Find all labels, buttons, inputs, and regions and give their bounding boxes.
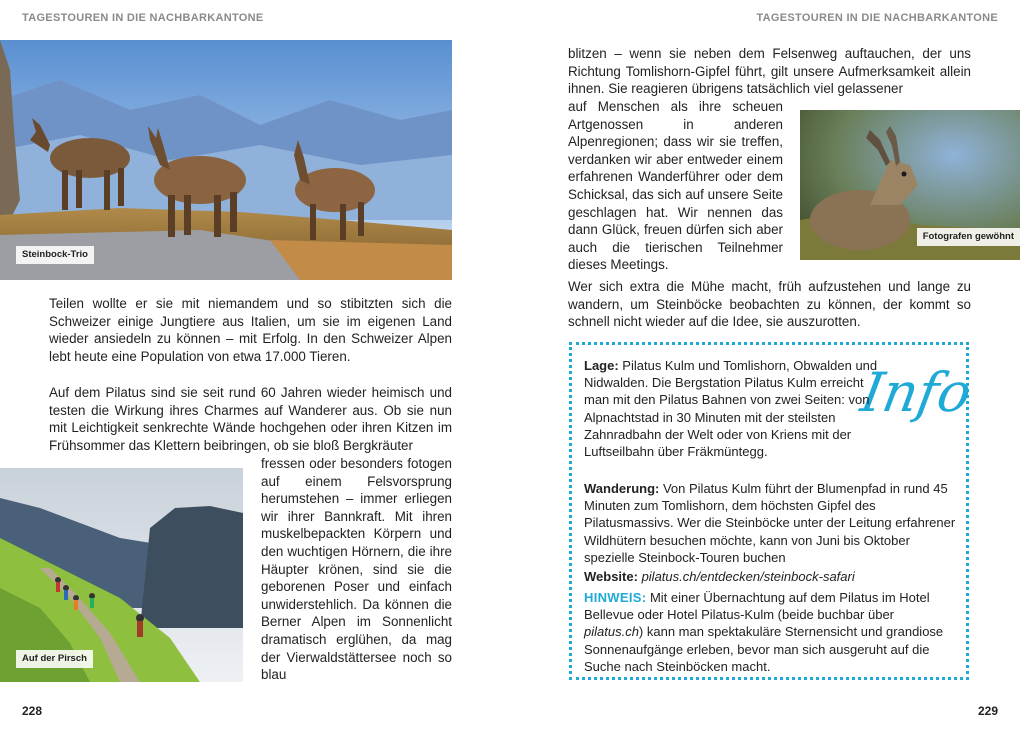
paragraph-2: Auf dem Pilatus sind sie seit rund 60 Jahren wieder heimisch und testen die Wirkung ihres Charmes auf Wanderer aus. Ob sie nun mit Leichtigkeit senkrechte Wände hochgehen oder ihren Kitzen im Frühsommer das Klettern beibringen, ob sie bloß Bergkräuter [49, 385, 452, 453]
paragraph-3: blitzen – wenn sie neben dem Felsenweg auftauchen, der uns Richtung Tomlishorn-Gipfel führt, gilt unsere Aufmerksamkeit allein ihnen. Sie reagieren übrigens tatsächlich viel gelassener [568, 46, 971, 97]
info-hinweis-link[interactable]: pilatus.ch [584, 624, 639, 640]
page-number-right: 229 [977, 704, 998, 718]
photo-caption-auf-der-pirsch: Auf der Pirsch [16, 650, 93, 668]
paragraph-2-wrapped: fressen oder besonders fotogen auf einem Felsvorsprung herumstehen – immer erliegen wir ihrer Bannkraft. Mit ihren muskelbepackten Körpern und den wuchtigen Hörnern, die ihre Häupter krönen, sind sie die geborenen Poser und einfach unwiderstehlich. Da können die Berner Alpen im Sonnenlicht dramatisch erglühen, da mag der Vierwaldstättersee noch so blau [261, 456, 452, 683]
info-website-label: Website: [584, 569, 638, 584]
info-wanderung [584, 480, 956, 566]
photo-auf-der-pirsch [0, 468, 243, 682]
ibex-trio-image [0, 40, 452, 280]
paragraph-4: Wer sich extra die Mühe macht, früh aufzustehen und lange zu wandern, um Steinböcke beobachten zu können, der kommt so schnell nicht wieder auf die Idee, sie auszurotten. [568, 279, 971, 330]
photo-fotografen-gewoehnt [800, 110, 1020, 260]
info-website-link[interactable]: pilatus.ch/entdecken/steinbock-safari [641, 569, 855, 584]
info-lage-label: Lage: [584, 358, 619, 373]
info-heading-text: Info [856, 360, 977, 424]
photo-steinbock-trio [0, 40, 452, 280]
info-wanderung-label: Wanderung: [584, 481, 660, 496]
running-head-right: TAGESTOUREN IN DIE NACHBARKANTONE [756, 12, 998, 24]
paragraph-3-wrapped: auf Menschen als ihre scheuen Artgenossen in anderen Alpenregionen; dass wir sie treffen, verdanken wir aber entweder einem erfahrenen Wanderführer oder dem Schicksal, das sich auf unsere Seite geschlagen hat. Wir nennen das dann Glück, freuen dürfen sich aber auch die tierischen Teilnehmer dieses Meetings. [568, 99, 783, 273]
info-lage [584, 357, 884, 460]
info-wanderung-text: Von Pilatus Kulm führt der Blumenpfad in rund 45 Minuten zum Tomlishorn, dem höchsten Gipfel des Pilatusmassivs. Wer die Steinböcke unter der Leitung erfahrener Wildhütern besuchen möchte, kann von Juni bis Oktober spezielle Steinbock-Touren buchen [584, 481, 956, 565]
info-hinweis [584, 589, 956, 675]
photo-caption-fotografen-gewoehnt: Fotografen gewöhnt [917, 228, 1020, 246]
running-head-left: TAGESTOUREN IN DIE NACHBARKANTONE [22, 12, 264, 24]
info-hinweis-text-2: ) kann man spektakuläre Sternensicht und grandiose Sonnenaufgänge erleben, bevor man sich ausgeruht auf die Suche nach Steinböcken macht. [584, 624, 944, 674]
info-lage-text: Pilatus Kulm und Tomlishorn, Obwalden und Nidwalden. Die Bergstation Pilatus Kulm erreicht man mit den Pilatus Bahnen von zwei Seiten: von Alpnachtstad in 30 Minuten mit der steilsten Zahnradbahn der Welt oder von Kriens mit der Luftseilbahn über Fräkmüntegg. [584, 358, 878, 460]
info-hinweis-text-1: Mit einer Übernachtung auf dem Pilatus im Hotel Bellevue oder Hotel Pilatus-Kulm (beide buchbar über [584, 590, 930, 623]
paragraph-1: Teilen wollte er sie mit niemandem und so stibitzten sich die Schweizer einige Jungtiere aus Italien, um sie im eigenen Land wieder ansiedeln zu können – mit Erfolg. In den Schweizer Alpen lebt heute eine Population von etwa 17.000 Tieren. [49, 296, 452, 364]
info-website [584, 568, 956, 585]
info-hinweis-label: HINWEIS: [584, 590, 647, 605]
photo-caption-steinbock-trio: Steinbock-Trio [16, 246, 94, 264]
page-number-left: 228 [22, 704, 43, 718]
